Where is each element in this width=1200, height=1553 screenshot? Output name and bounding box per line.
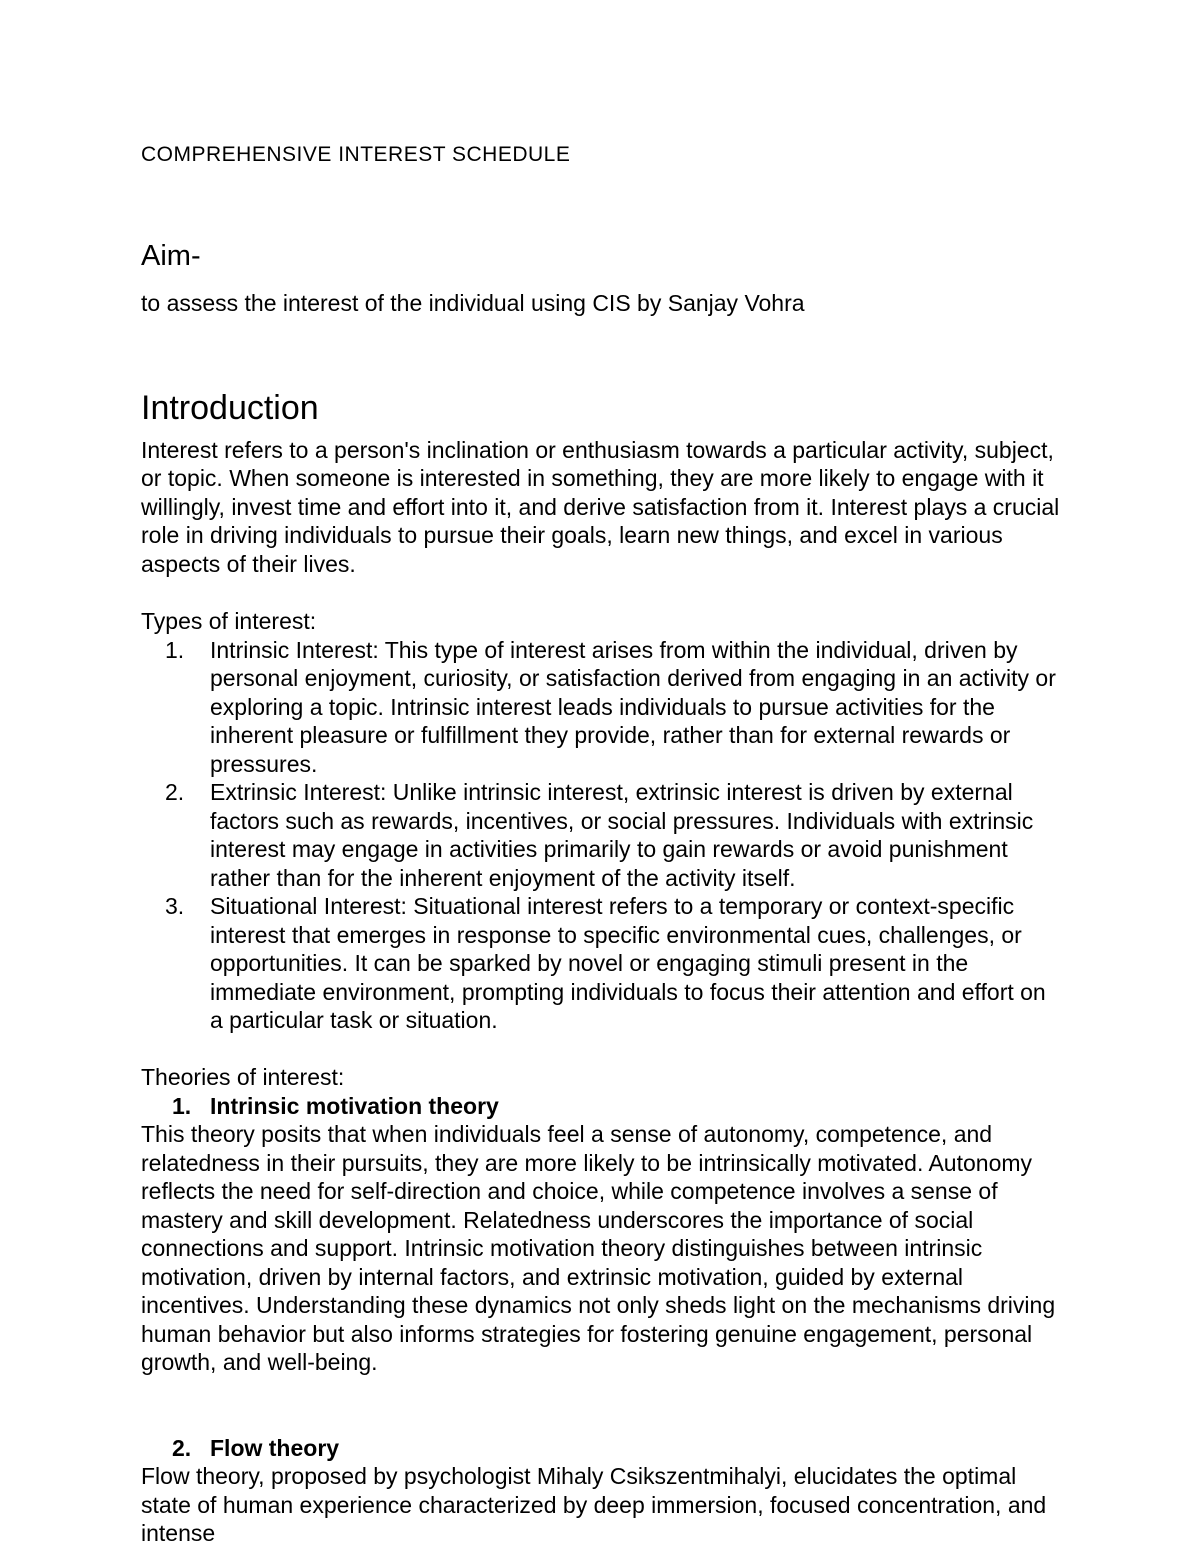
introduction-paragraph: Interest refers to a person's inclination or enthusiasm towards a particular activity, subject, or topic. When someone is interested in something, they are more likely to engage with it willingly, invest time and effort into it, and derive satisfaction from it. Interest plays a crucial role in driving individuals to pursue their goals, learn new things, and excel in various aspects of their lives. bbox=[141, 436, 1060, 577]
list-item-intrinsic-interest bbox=[141, 636, 1061, 779]
list-number: 1. bbox=[172, 1092, 192, 1119]
list-item-text: Intrinsic Interest: This type of interest arises from within the individual, driven by personal enjoyment, curiosity, or satisfaction derived from engaging in an activity or exploring a topic. Intrinsic interest leads individuals to pursue activities for the inherent pleasure or fulfillment they provide, rather than for external rewards or pressures. bbox=[210, 636, 1056, 777]
theory-1-paragraph: This theory posits that when individuals feel a sense of autonomy, competence, and relatedness in their pursuits, they are more likely to be intrinsically motivated. Autonomy reflects the need for self-direction and choice, while competence involves a sense of mastery and skill development. Relatedness underscores the importance of social connections and support. Intrinsic motivation theory distinguishes between intrinsic motivation, driven by internal factors, and extrinsic motivation, guided by external incentives. Understanding these dynamics not only sheds light on the mechanisms driving human behavior but also informs strategies for fostering genuine engagement, personal growth, and well-being. bbox=[141, 1121, 1056, 1375]
types-of-interest-label: Types of interest: bbox=[141, 608, 317, 634]
list-item-extrinsic-interest bbox=[141, 778, 1061, 892]
list-item-situational-interest bbox=[141, 892, 1061, 1035]
list-number: 1. bbox=[165, 636, 185, 663]
list-item-text: Extrinsic Interest: Unlike intrinsic interest, extrinsic interest is driven by external factors such as rewards, incentives, or social pressures. Individuals with extrinsic interest may engage in activities primarily to gain rewards or avoid punishment rather than for the inherent enjoyment of the activity itself. bbox=[210, 779, 1034, 891]
aim-heading: Aim- bbox=[141, 240, 201, 272]
list-number: 2. bbox=[172, 1434, 192, 1461]
types-of-interest-list bbox=[141, 636, 1061, 1035]
document-title: COMPREHENSIVE INTEREST SCHEDULE bbox=[141, 143, 571, 166]
theory-2-title: Flow theory bbox=[210, 1434, 340, 1461]
theories-of-interest-label: Theories of interest: bbox=[141, 1064, 345, 1090]
theory-2-heading bbox=[141, 1434, 1061, 1463]
list-number: 2. bbox=[165, 779, 185, 805]
theory-2-paragraph: Flow theory, proposed by psychologist Mihaly Csikszentmihalyi, elucidates the optimal state of human experience characterized by deep immersion, focused concentration, and intense bbox=[141, 1463, 1047, 1546]
introduction-heading: Introduction bbox=[141, 388, 319, 427]
aim-text: to assess the interest of the individual using CIS by Sanjay Vohra bbox=[141, 290, 805, 316]
document-content bbox=[141, 142, 1061, 1548]
theory-1-title: Intrinsic motivation theory bbox=[210, 1092, 499, 1119]
list-number: 3. bbox=[165, 893, 185, 919]
list-item-text: Situational Interest: Situational interest refers to a temporary or context-specific interest that emerges in response to specific environmental cues, challenges, or opportunities. It can be sparked by novel or engaging stimuli present in the immediate environment, prompting individuals to focus their attention and effort on a particular task or situation. bbox=[210, 893, 1046, 1033]
theory-1-heading bbox=[141, 1092, 1061, 1121]
